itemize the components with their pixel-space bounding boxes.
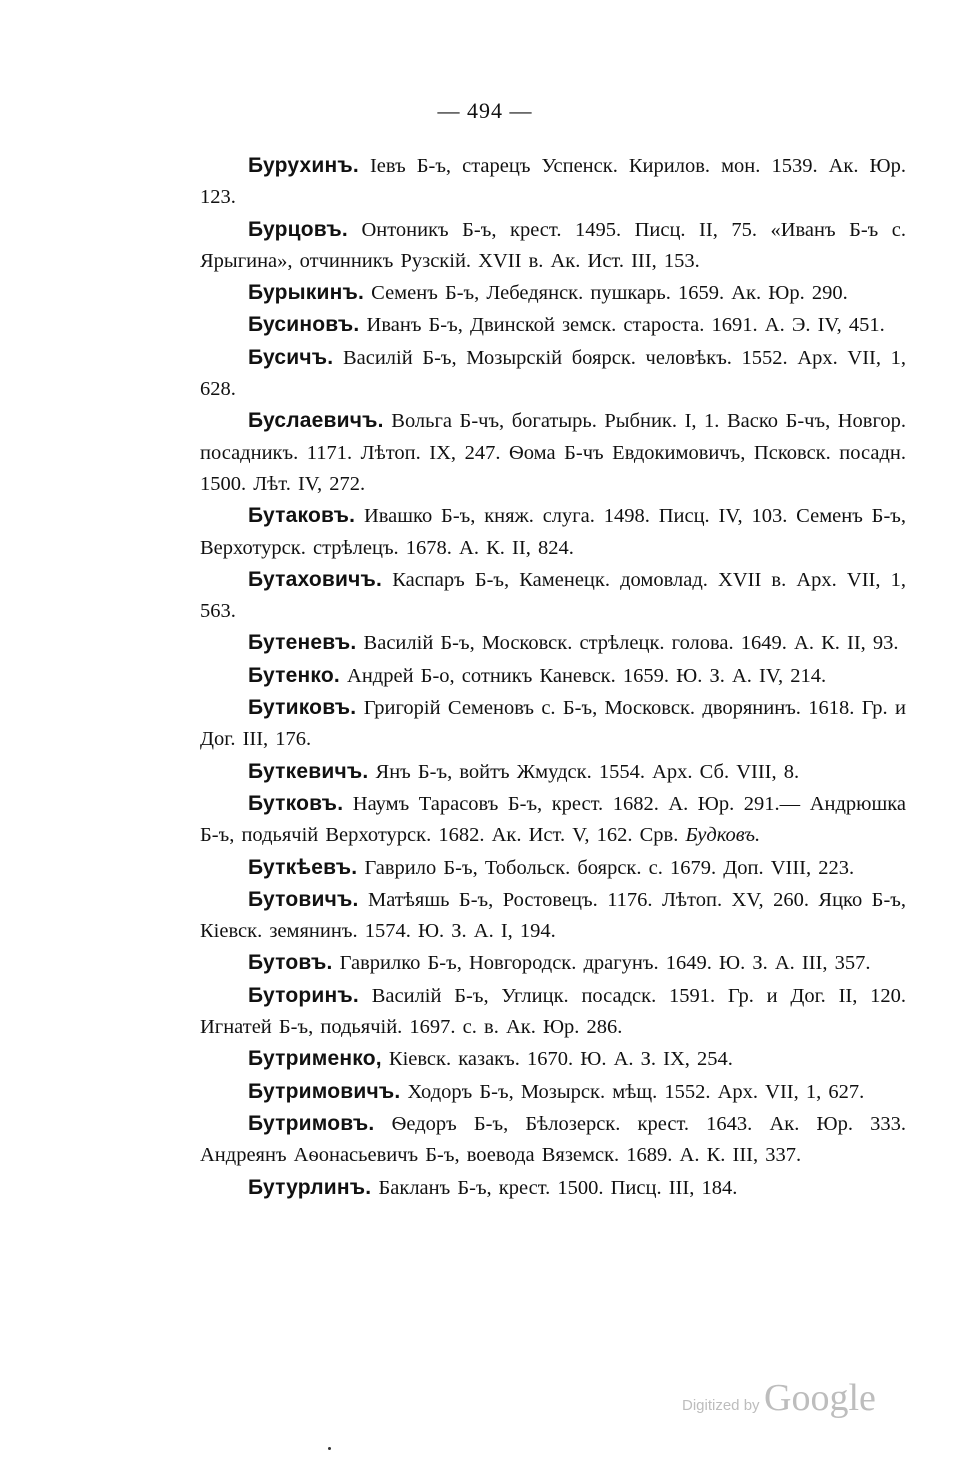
watermark-prefix: Digitized by bbox=[682, 1397, 760, 1414]
entry-text: Григорій Семеновъ с. Б-ъ, Московск. дворянинъ. 1618. Гр. и Дог. III, 176. bbox=[200, 697, 906, 751]
entry-headword: Буторинъ. bbox=[248, 983, 359, 1007]
dictionary-entry bbox=[200, 627, 906, 659]
dictionary-entry bbox=[200, 277, 906, 309]
dictionary-entry bbox=[200, 788, 906, 852]
dictionary-entry bbox=[200, 756, 906, 788]
dictionary-entry bbox=[200, 980, 906, 1044]
entry-text: Василій Б-ъ, Мозырскій боярск. человѣкъ. 1552. Арх. VII, 1, 628. bbox=[200, 346, 906, 401]
entry-text: Гаврило Б-ъ, Тобольск. боярск. с. 1679. Доп. VIII, 223. bbox=[364, 856, 855, 879]
entry-text: Вольга Б-чъ, богатырь. Рыбник. I, 1. Васко Б-чъ, Новгор. посадникъ. 1171. Лѣтоп. IX, 247. Ѳома Б-чъ Евдокимовичъ, Псковск. посадн. 1500. Лѣт. IV, 272. bbox=[200, 410, 906, 495]
entry-text: Ходоръ Б-ъ, Мозырск. мѣщ. 1552. Арх. VII, 1, 627. bbox=[407, 1080, 865, 1103]
google-logo-text: Google bbox=[764, 1377, 876, 1419]
entry-text: Гаврилко Б-ъ, Новгородск. драгунъ. 1649. Ю. З. А. III, 357. bbox=[339, 952, 871, 975]
entry-text: Кіевск. казакъ. 1670. Ю. А. З. IX, 254. bbox=[388, 1048, 733, 1071]
dictionary-entry bbox=[200, 1108, 906, 1172]
entry-headword: Бутовъ. bbox=[248, 951, 333, 975]
dictionary-entry bbox=[200, 884, 906, 948]
dictionary-entry bbox=[200, 214, 906, 278]
dictionary-entry bbox=[200, 150, 906, 214]
entry-headword: Бутеневъ. bbox=[248, 631, 357, 655]
entry-text: Ивашко Б-ъ, княж. слуга. 1498. Писц. IV, 103. Семенъ Б-ъ, Верхотурск. стрѣлецъ. 1678. А. К. II, 824. bbox=[200, 505, 906, 559]
entry-headword: Бусиновъ. bbox=[248, 313, 360, 337]
entry-headword: Бутримовичъ. bbox=[248, 1079, 401, 1103]
entry-headword: Бутаковъ. bbox=[248, 504, 356, 528]
entry-headword: Бутрименко, bbox=[248, 1047, 382, 1071]
dictionary-entry bbox=[200, 660, 906, 692]
entry-text: Василій Б-ъ, Московск. стрѣлецк. голова. 1649. А. К. II, 93. bbox=[363, 632, 899, 655]
entry-text: Іевъ Б-ъ, старецъ Успенск. Кирилов. мон. 1539. Ак. Юр. 123. bbox=[200, 155, 906, 209]
dictionary-entry bbox=[200, 947, 906, 979]
page-number: — 494 — bbox=[437, 98, 533, 123]
entry-text: Наумъ Тарасовъ Б-ъ, крест. 1682. А. Юр. 291.— Андрюшка Б-ъ, подьячій Верхотурск. 1682. Ак. Ист. V, 162. Срв. bbox=[200, 792, 907, 847]
digitized-watermark bbox=[682, 1376, 876, 1420]
entry-text: Каспаръ Б-ъ, Каменецк. домовлад. XVII в. Арх. VII, 1, 563. bbox=[200, 568, 906, 623]
entry-text: Онтоникъ Б-ъ, крест. 1495. Писц. II, 75. «Иванъ Б-ъ с. Ярыгина», отчинникъ Рузскій. XVII в. Ак. Ист. III, 153. bbox=[200, 218, 907, 272]
dictionary-entry bbox=[200, 342, 906, 406]
entry-text: Семенъ Б-ъ, Лебедянск. пушкарь. 1659. Ак. Юр. 290. bbox=[371, 282, 848, 305]
entry-headword: Бутаховичъ. bbox=[248, 567, 383, 591]
entry-text: Иванъ Б-ъ, Двинской земск. староста. 1691. А. Э. IV, 451. bbox=[366, 314, 885, 337]
entry-text: Андрей Б-о, сотникъ Каневск. 1659. Ю. З. А. IV, 214. bbox=[347, 664, 827, 687]
entry-text: Матѣяшь Б-ъ, Ростовецъ. 1176. Лѣтоп. XV, 260. Яцко Б-ъ, Кіевск. земянинъ. 1574. Ю. З. А. I, 194. bbox=[200, 888, 907, 943]
entry-headword: Буслаевичъ. bbox=[248, 409, 384, 433]
entry-headword: Бурыкинъ. bbox=[248, 281, 365, 305]
dictionary-entry bbox=[200, 500, 906, 564]
entry-text: Василій Б-ъ, Углицк. посадск. 1591. Гр. и Дог. II, 120. Игнатей Б-ъ, подьячій. 1697. с. в. Ак. Юр. 286. bbox=[200, 984, 906, 1039]
entry-headword: Буткѣевъ. bbox=[248, 855, 358, 879]
entry-headword: Бутиковъ. bbox=[248, 696, 357, 720]
entry-headword: Бутковъ. bbox=[248, 791, 344, 815]
entry-crossref: Будковъ. bbox=[685, 824, 761, 847]
entry-headword: Бурухинъ. bbox=[248, 154, 359, 177]
dictionary-entry bbox=[200, 852, 906, 884]
print-speck bbox=[328, 1447, 331, 1450]
dictionary-entry bbox=[200, 692, 906, 756]
entry-headword: Буткевичъ. bbox=[248, 759, 369, 783]
entry-headword: Бурцовъ. bbox=[248, 217, 348, 241]
entry-headword: Бутенко. bbox=[248, 663, 340, 687]
entry-headword: Бутовичъ. bbox=[248, 887, 359, 911]
entry-text: Янъ Б-ъ, войтъ Жмудск. 1554. Арх. Сб. VIII, 8. bbox=[375, 760, 800, 783]
dictionary-entry bbox=[200, 309, 906, 341]
entry-headword: Бутурлинъ. bbox=[248, 1175, 372, 1199]
dictionary-entry bbox=[200, 1172, 906, 1204]
entry-headword: Бутримовъ. bbox=[248, 1111, 375, 1135]
entry-text: Бакланъ Б-ъ, крест. 1500. Писц. III, 184. bbox=[378, 1176, 738, 1199]
dictionary-entry bbox=[200, 1043, 906, 1075]
dictionary-entry bbox=[200, 564, 906, 628]
dictionary-entry bbox=[200, 1076, 906, 1108]
entry-headword: Бусичъ. bbox=[248, 345, 334, 369]
dictionary-entry bbox=[200, 405, 906, 500]
entry-text: Ѳедоръ Б-ъ, Бѣлозерск. крест. 1643. Ак. Юр. 333. Андреянъ Аѳонасьевичъ Б-ъ, воевода Вяземск. 1689. А. К. III, 337. bbox=[200, 1112, 907, 1167]
dictionary-entries bbox=[200, 150, 906, 1204]
